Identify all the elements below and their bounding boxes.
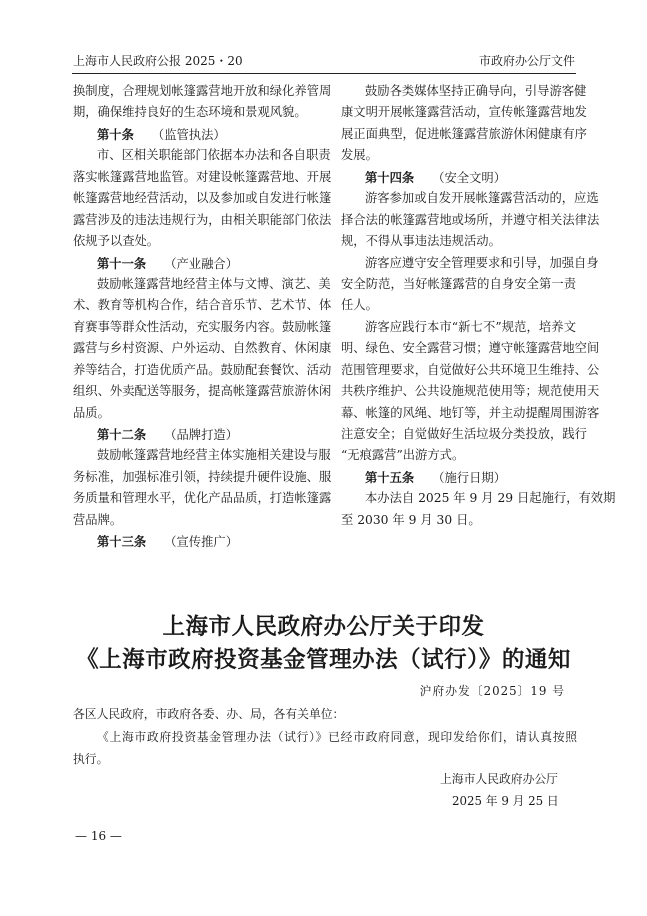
article-heading <box>73 531 314 552</box>
salutation: 各区人民政府，市政府各委、办、局，各有关单位： <box>73 707 345 721</box>
header-divider <box>72 73 576 74</box>
text-line: 市、区相关职能部门依据本办法和各自职责 <box>97 148 331 163</box>
notice-title-line-1: 上海市人民政府办公厅关于印发 <box>162 614 485 640</box>
notice-body-line-1: 《上海市政府投资基金管理办法（试行）》已经市政府同意，现印发给你们，请认真按照 <box>97 730 577 744</box>
notice-title-line-2: 《上海市政府投资基金管理办法（试行）》的通知 <box>76 647 571 673</box>
text-line: 露营涉及的违法违规行为，由相关职能部门依法 <box>73 212 332 227</box>
article-heading <box>73 424 314 445</box>
article-subject: （产业融合） <box>164 256 238 271</box>
article-heading <box>73 124 314 145</box>
text-line: 鼓励帐篷露营地经营主体与文博、演艺、美 <box>97 276 331 291</box>
text-line: 组织、外卖配送等服务，提高帐篷露营旅游休闲 <box>73 384 332 399</box>
text-line: 育赛事等群众性活动，充实服务内容。鼓励帐篷 <box>73 319 332 334</box>
text-line: 鼓励帐篷露营地经营主体实施相关建设与服 <box>97 448 331 463</box>
text-line: 任人。 <box>341 298 378 313</box>
article-number: 第十五条 <box>365 469 415 485</box>
article-number: 第十条 <box>97 126 134 142</box>
article-number: 第十二条 <box>97 427 147 442</box>
text-line: 明、绿色、安全露营习惯；遵守帐篷露营地空间 <box>341 341 600 356</box>
article-subject: （施行日期） <box>432 470 506 485</box>
text-line: 游客参加或自发开展帐篷露营活动的，应选 <box>365 191 599 206</box>
text-line: 规，不得从事违法违规活动。 <box>341 234 501 249</box>
text-line: 游客应遵守安全管理要求和引导，加强自身 <box>365 255 599 270</box>
text-line: 发展。 <box>341 148 378 163</box>
text-line: 务标准，加强标准引领，持续提升硬件设施、服 <box>73 469 332 484</box>
text-line: 帐篷露营地经营活动，以及参加或自发进行帐篷 <box>73 191 332 206</box>
text-line: 注意安全；自觉做好生活垃圾分类投放，践行 <box>341 427 587 441</box>
page-number: — 16 — <box>75 829 122 843</box>
right-column <box>341 81 616 531</box>
text-line: 安全防范，当好帐篷露营的自身安全第一责 <box>341 276 576 291</box>
text-line: 换制度，合理规划帐篷露营地开放和绿化养管周 <box>73 84 332 98</box>
signature-date: 2025 年 9 月 25 日 <box>452 794 559 808</box>
text-line: 择合法的帐篷露营地或场所，并遵守相关法律法 <box>341 212 600 227</box>
article-subject: （安全文明） <box>432 170 506 185</box>
text-line: 共秩序维护、公共设施规范使用等；规范使用天 <box>341 384 600 399</box>
article-subject: （品牌打造） <box>164 428 238 442</box>
text-line: 至 2030 年 9 月 30 日。 <box>341 512 481 527</box>
article-number: 第十四条 <box>365 169 415 185</box>
notice-body-line-2: 执行。 <box>73 752 109 766</box>
signature: 上海市人民政府办公厅 <box>440 772 558 786</box>
text-line: 露营与乡村资源、户外运动、自然教育、休闲康 <box>73 341 332 356</box>
text-line: “无痕露营”出游方式。 <box>341 448 465 463</box>
article-subject: （监管执法） <box>151 127 226 142</box>
text-line: 康文明开展帐篷露营活动，宣传帐篷露营地发 <box>341 105 587 120</box>
left-column <box>73 81 332 553</box>
text-line: 范围管理要求，自觉做好公共环境卫生维持、公 <box>341 362 600 377</box>
running-header-left: 上海市人民政府公报 2025・20 <box>73 54 243 68</box>
text-line: 幕、帐篷的风绳、地钉等，并主动提醒周围游客 <box>341 405 600 420</box>
running-header-right: 市政府办公厅文件 <box>478 54 575 68</box>
text-line: 品质。 <box>73 405 110 420</box>
article-heading <box>73 253 314 274</box>
article-number: 第十一条 <box>97 255 147 271</box>
text-line: 落实帐篷露营地监管。对建设帐篷露营地、开展 <box>73 169 332 184</box>
article-heading <box>341 167 576 188</box>
text-line: 务质量和管理水平，优化产品品质，打造帐篷露 <box>73 491 332 506</box>
text-line: 游客应践行本市“新七不”规范，培养文 <box>365 319 576 334</box>
document-number: 沪府办发〔2025〕19 号 <box>419 684 565 698</box>
text-line: 术、教育等机构合作，结合音乐节、艺术节、体 <box>73 298 332 313</box>
text-line: 本办法自 2025 年 9 月 29 日起施行，有效期 <box>365 491 616 506</box>
article-subject: （宣传推广） <box>164 535 238 550</box>
text-line: 养等结合，打造优质产品。鼓励配套餐饮、活动 <box>73 362 332 377</box>
text-line: 依规予以查处。 <box>73 234 160 249</box>
text-line: 展正面典型，促进帐篷露营旅游休闲健康有序 <box>341 126 587 141</box>
text-line: 期，确保维持良好的生态环境和景观风貌。 <box>73 105 307 120</box>
article-number: 第十三条 <box>97 534 147 550</box>
text-line: 营品牌。 <box>73 512 123 527</box>
article-heading <box>341 467 576 488</box>
text-line: 鼓励各类媒体坚持正确导向，引导游客健 <box>365 84 587 98</box>
